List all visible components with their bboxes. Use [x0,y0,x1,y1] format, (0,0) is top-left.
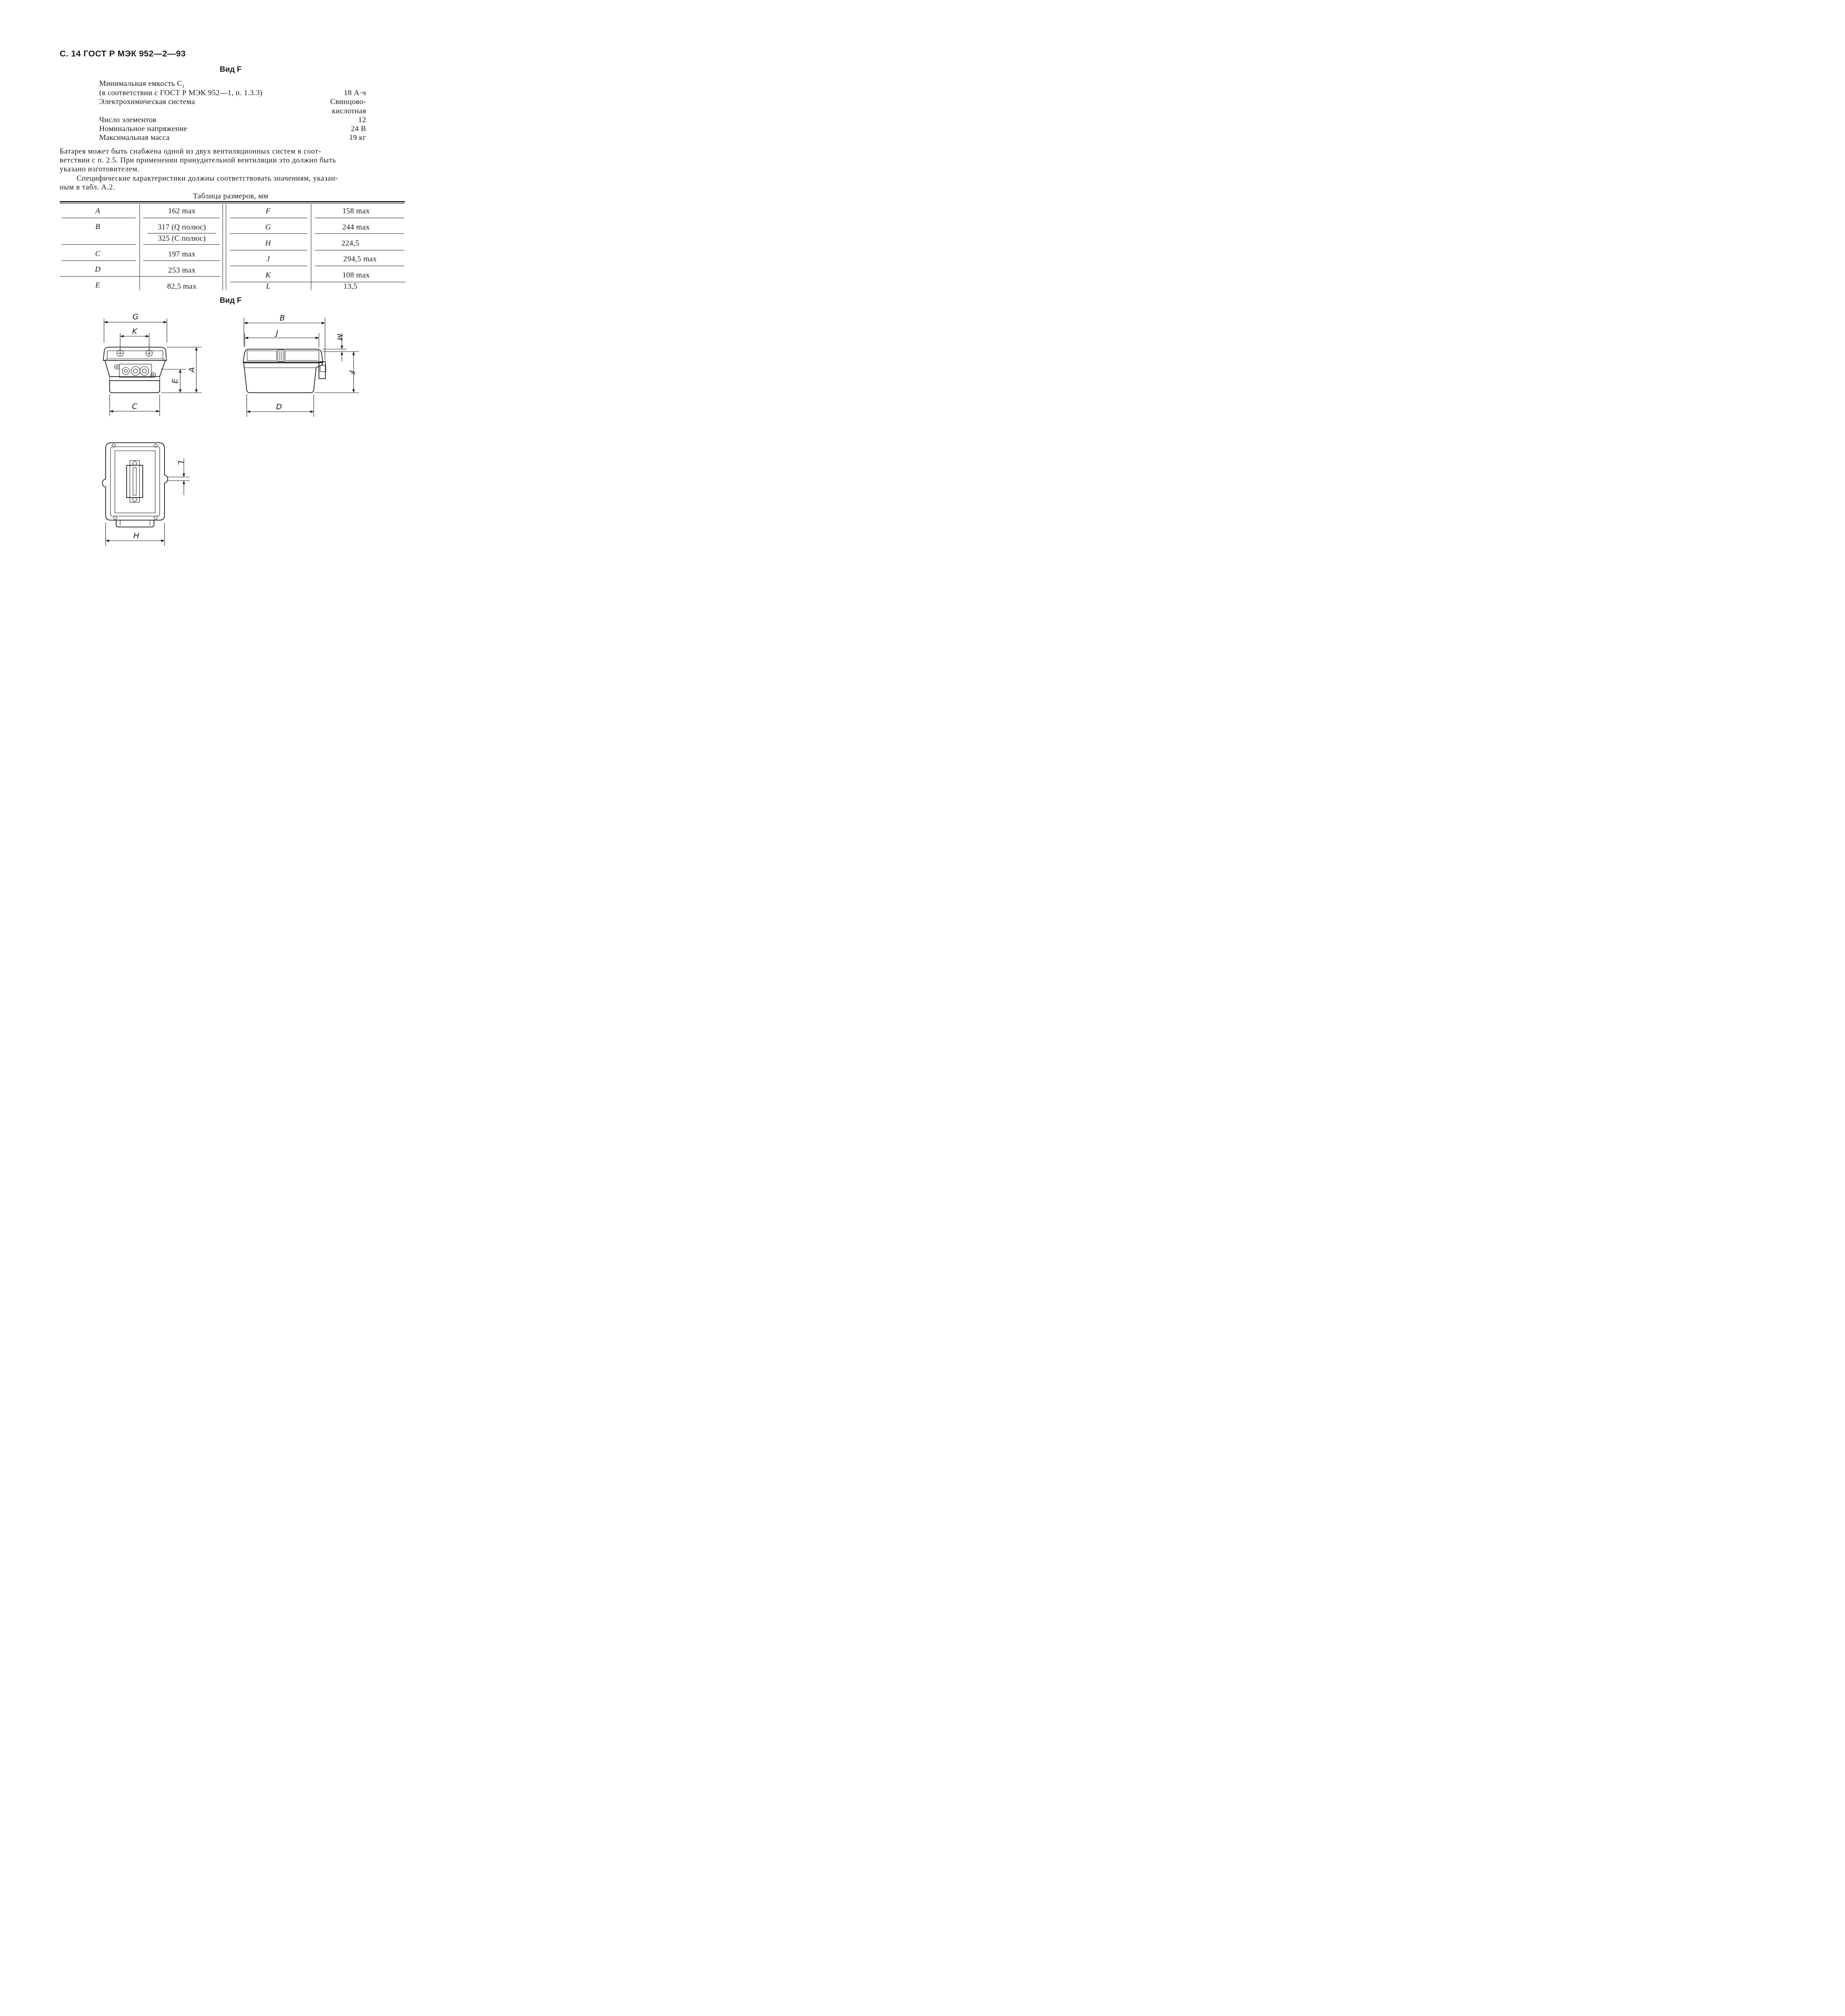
table-cell-value: 108 max [342,271,370,279]
spec-label-cells: Число элементов [99,116,157,124]
view-title: Вид F [219,65,242,74]
paragraph-line: Батарея может быть снабжена одной из двух вентиляционных систем в соот- [60,148,321,156]
table-cell-value: 253 max [168,266,196,275]
label-c: C [132,402,137,411]
label-a: A [187,367,196,373]
table-cell-dim: H [265,239,271,248]
table-cell-dim: F [266,207,271,215]
table-cell-value: 162 max [168,207,196,215]
table-cell-value: 244 max [342,223,370,231]
table-cell-dim: C [95,250,100,258]
spec-label-standard: (в соответствии с ГОСТ Р МЭК 952—1, п. 1.3.3) [99,89,263,97]
label-h: H [133,531,140,540]
table-cell-dim: J [266,255,270,263]
paragraph-line: Специфические характеристики должны соответствовать значениям, указан- [77,175,338,183]
spec-value-cells: 12 [358,116,366,124]
label-f: F [347,370,356,375]
spec-label-chemistry: Электрохимическая система [99,98,195,106]
page-header: С. 14 ГОСТ Р МЭК 952—2—93 [60,49,186,58]
table-cell-value: 294,5 max [343,255,377,263]
label-m: M [335,333,344,341]
label-j: J [276,329,278,337]
battery-drawings [0,0,461,644]
table-cell-value: 197 max [168,250,196,258]
figure-title: Вид F [219,296,242,305]
table-cell-dim: E [95,281,100,289]
spec-label-mass: Максимальная масса [99,133,170,142]
table-cell-value: 325 (C полюс) [158,234,206,243]
table-cell-dim: G [265,223,271,231]
spec-value-voltage: 24 В [351,125,366,133]
paragraph-line: указано изготовителем. [60,165,140,173]
spec-value-mass: 19 кг [349,133,366,142]
label-g: G [132,312,139,321]
spec-label-voltage: Номинальное напряжение [99,125,187,133]
table-cell-dim: D [95,265,101,274]
label-l: L [176,460,185,465]
table-cell-value: 224,5 [341,239,360,248]
spec-value-chemistry-2: кислотная [332,107,366,115]
table-caption: Таблица размеров, мм [193,192,269,200]
table-cell-dim: B [95,223,100,231]
spec-label-capacity: Минимальная емкость $C_1$ [99,79,185,89]
side-view [243,314,359,417]
front-view [103,312,202,416]
table-cell-value: 317 (Q полюс) [158,223,206,231]
table-cell-value: 82,5 max [167,282,197,291]
label-b: B [279,314,285,323]
paragraph-line: ным в табл. А.2. [60,183,115,192]
spec-value-capacity: 18 А·ч [344,89,366,97]
top-view [102,443,189,546]
table-cell-dim: L [266,282,271,291]
table-cell-value: 13,5 [343,282,358,291]
label-k: K [132,327,137,336]
label-d: D [276,402,282,411]
table-cell-value: 158 max [342,207,370,215]
spec-value-chemistry-1: Свинцово- [330,98,366,106]
label-e: E [171,378,179,384]
paragraph-line: ветствии с п. 2.5. При применении принудительной вентиляции это должно быть [60,156,336,165]
table-cell-dim: K [265,271,271,279]
table-cell-dim: A [95,207,100,215]
